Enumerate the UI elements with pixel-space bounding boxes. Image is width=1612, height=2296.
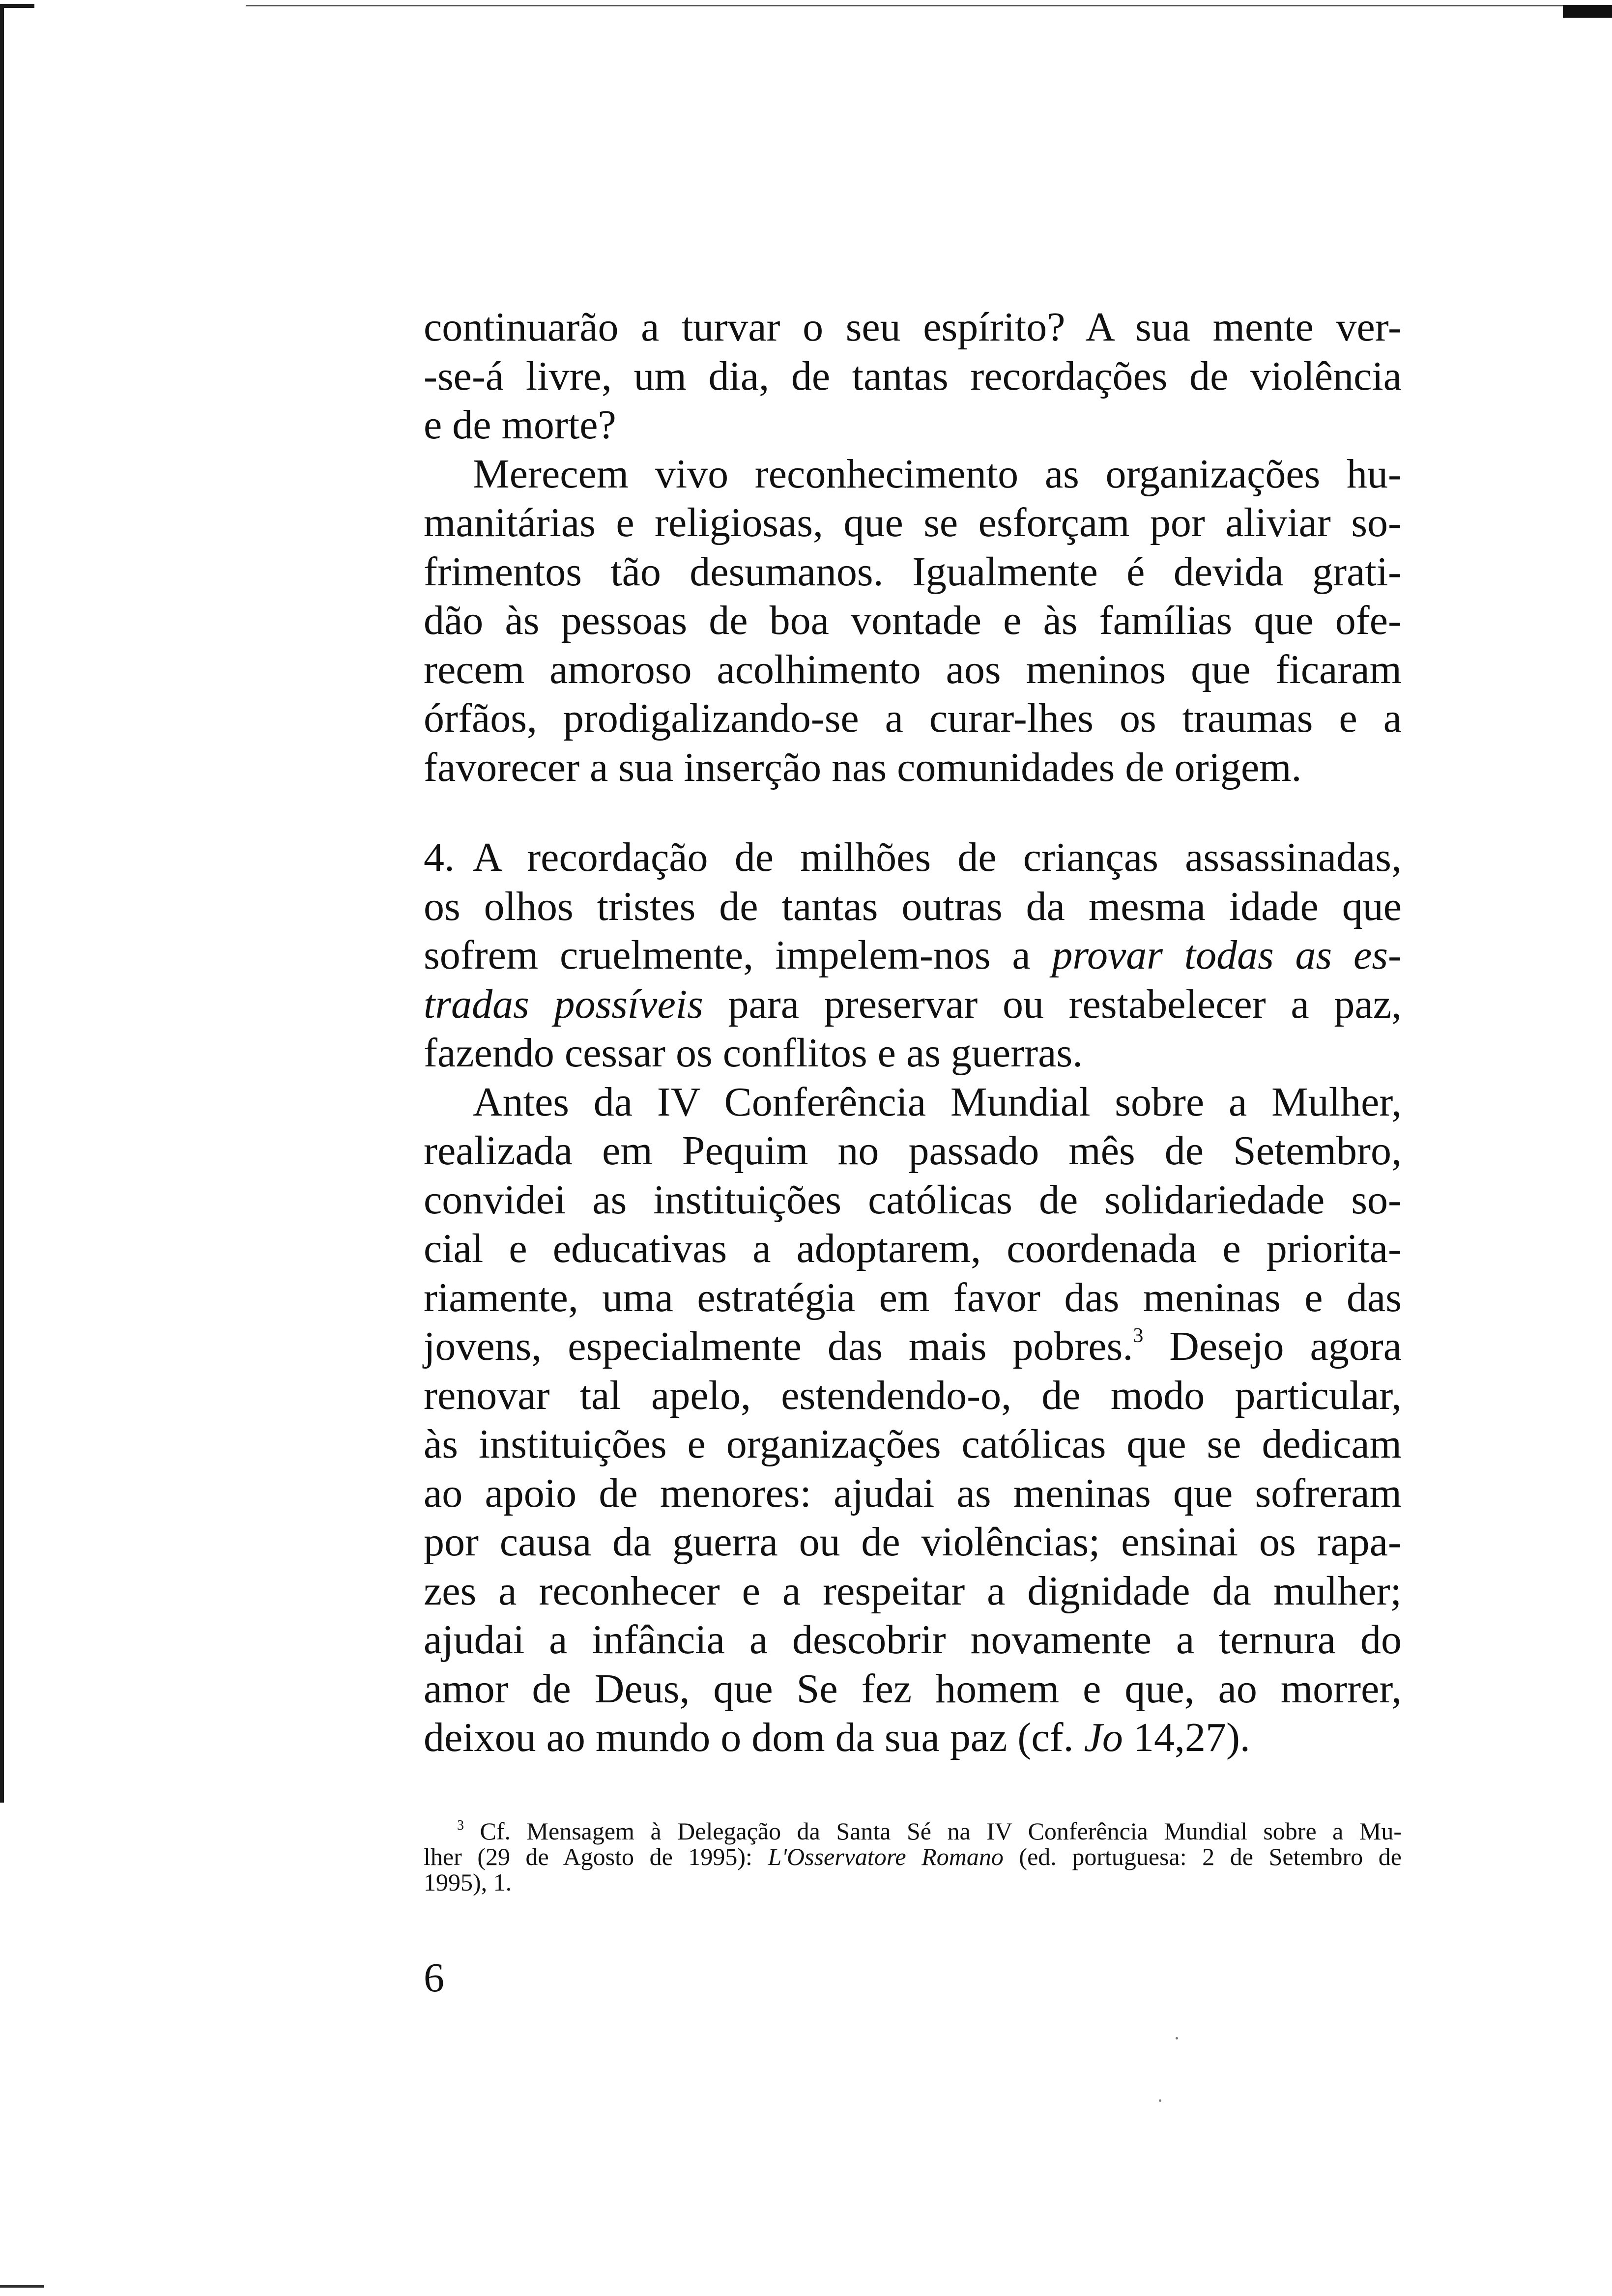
text-line: manitárias e religiosas, que se esforçam por aliviar so-	[424, 500, 1402, 545]
scan-border-top-right	[1563, 5, 1612, 18]
text-run: deixou ao mundo o dom da sua paz (cf.	[424, 1715, 1084, 1760]
text-run: Desejo agora	[1143, 1323, 1402, 1369]
text-line: fazendo cessar os conflitos e as guerras.	[424, 1030, 1083, 1076]
text-line: às instituições e organizações católicas que se dedicam	[424, 1421, 1402, 1467]
scan-border-top-corner	[0, 4, 34, 8]
body-text	[424, 303, 1402, 1762]
text-line: ajudai a infância a descobrir novamente a ternura do	[424, 1617, 1402, 1663]
text-line: frimentos tão desumanos. Igualmente é devida grati-	[424, 548, 1402, 595]
text-line: recem amoroso acolhimento aos meninos que ficaram	[424, 646, 1402, 692]
page-number: 6	[424, 1955, 444, 2001]
text-line: continuarão a turvar o seu espírito? A sua mente ver-	[424, 304, 1402, 350]
text-line	[424, 931, 1402, 980]
footnote-line	[424, 1818, 1402, 1844]
section-number: 4.	[424, 834, 455, 880]
text-line: ao apoio de menores: ajudai as meninas que sofreram	[424, 1470, 1402, 1516]
footnote-line	[424, 1844, 1402, 1869]
section-gap	[424, 792, 1402, 833]
text-line: realizada em Pequim no passado mês de Setembro,	[424, 1128, 1402, 1174]
text-run: lher (29 de Agosto de 1995):	[424, 1843, 768, 1870]
italic-text: Jo	[1084, 1715, 1123, 1760]
text-line: os olhos tristes de tantas outras da mesma idade que	[424, 883, 1402, 929]
text-line: cial e educativas a adoptarem, coordenada e priorita-	[424, 1226, 1402, 1271]
text-run: Cf. Mensagem à Delegação da Santa Sé na IV Conferência Mundial sobre a Mu-	[464, 1817, 1402, 1845]
text-line	[424, 1713, 1402, 1762]
text-run: A recordação de milhões de crianças assassinadas,	[473, 834, 1402, 880]
text-line: -se-á livre, um dia, de tantas recordações de violência	[424, 353, 1402, 399]
footnote	[424, 1818, 1402, 1895]
footnote-reference: 3	[1133, 1324, 1144, 1347]
text-line: e de morte?	[424, 402, 616, 448]
text-line	[424, 833, 1402, 882]
text-line: dão às pessoas de boa vontade e às famílias que ofe-	[424, 598, 1402, 643]
italic-text: provar todas as es-	[1052, 932, 1402, 978]
scan-speck	[1176, 2037, 1178, 2039]
footnote-line: 1995), 1.	[424, 1868, 512, 1896]
text-line: amor de Deus, que Se fez homem e que, ao morrer,	[424, 1665, 1402, 1712]
scan-speck	[1159, 2099, 1161, 2102]
text-run: 14,27).	[1123, 1715, 1250, 1760]
text-line: Merecem vivo reconhecimento as organizações hu-	[473, 451, 1402, 497]
text-line: riamente, uma estratégia em favor das meninas e das	[424, 1274, 1402, 1320]
scan-border-top	[246, 5, 1563, 6]
scan-border-bottom-left	[0, 2285, 44, 2288]
text-line	[424, 1322, 1402, 1371]
footnote-marker: 3	[457, 1818, 464, 1833]
text-line: órfãos, prodigalizando-se a curar-lhes os traumas e a	[424, 695, 1402, 741]
text-run: (ed. portuguesa: 2 de Setembro de	[1003, 1843, 1402, 1870]
scan-border-left	[0, 4, 4, 1803]
text-run: para preservar ou restabelecer a paz,	[703, 981, 1402, 1027]
text-line	[424, 980, 1402, 1029]
text-line: por causa da guerra ou de violências; ensinai os rapa-	[424, 1519, 1402, 1565]
italic-text: tradas possíveis	[424, 981, 703, 1027]
text-run: jovens, especialmente das mais pobres.	[424, 1323, 1133, 1369]
text-line: zes a reconhecer e a respeitar a dignidade da mulher;	[424, 1568, 1402, 1614]
text-run: sofrem cruelmente, impelem-nos a	[424, 932, 1052, 978]
italic-text: L'Osservatore Romano	[768, 1843, 1004, 1870]
text-line: renovar tal apelo, estendendo-o, de modo particular,	[424, 1372, 1402, 1418]
text-line: Antes da IV Conferência Mundial sobre a Mulher,	[473, 1079, 1402, 1125]
text-line: convidei as instituições católicas de solidariedade so-	[424, 1177, 1402, 1223]
text-line: favorecer a sua inserção nas comunidades de origem.	[424, 744, 1302, 790]
